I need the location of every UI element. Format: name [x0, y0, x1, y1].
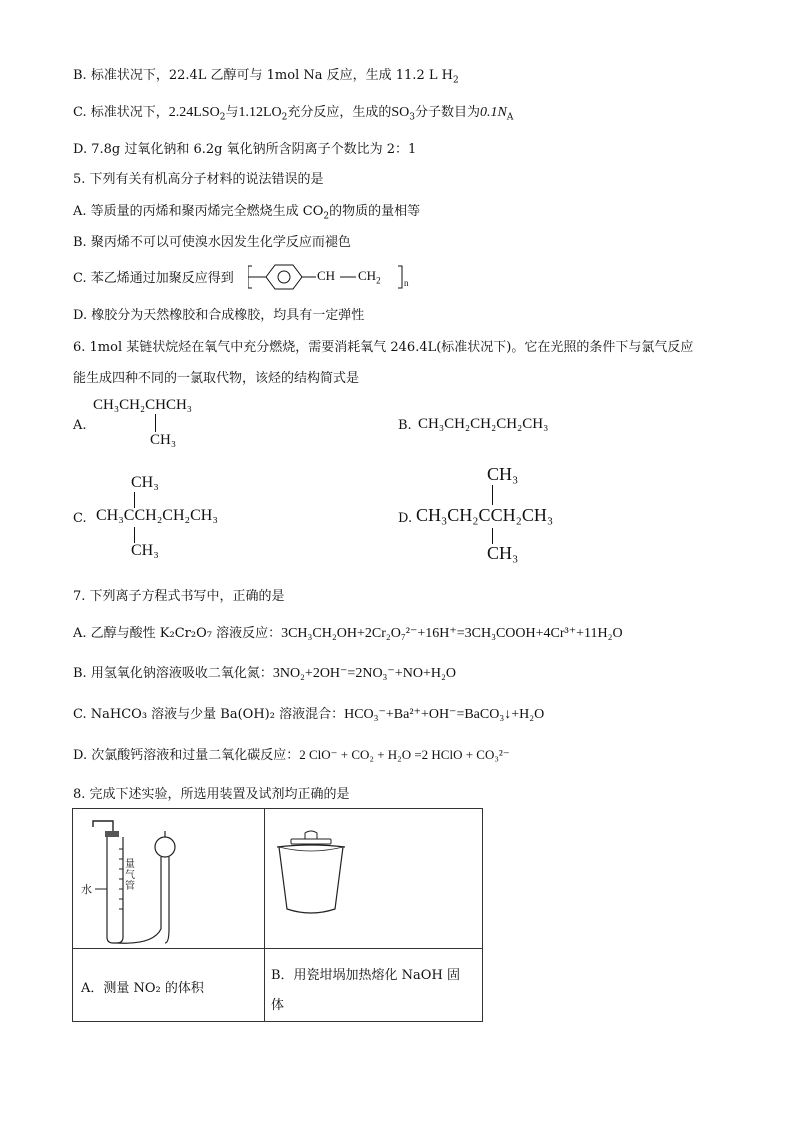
q4-c-mid: 与 — [225, 105, 239, 120]
experiment-table — [72, 808, 483, 1022]
q4-c-val: 0.1N — [480, 105, 507, 120]
crucible-icon — [265, 809, 482, 944]
polystyrene-ch: CH — [317, 268, 336, 283]
q6-a-main: CH₃CH₂CHCH₃ — [93, 397, 193, 413]
q7-a-eq: 3CH₃CH₂OH+2Cr₂O₇²⁻+16H⁺=3CH₃COOH+4Cr³⁺+11H₂O — [281, 626, 623, 641]
polystyrene-n: n — [404, 278, 409, 288]
q5-a-sub: 2 — [323, 211, 330, 222]
gas-burette-apparatus-icon — [73, 809, 264, 944]
q4-option-b-text: B. 标准状况下，22.4L 乙醇可与 1mol Na 反应，生成 11.2 L H — [73, 68, 453, 83]
q7-stem — [73, 588, 285, 606]
polystyrene-ch2 — [358, 268, 381, 286]
water-label: 水 — [81, 883, 92, 896]
q7-d-eq: 2 ClO⁻ + CO₂ + H₂O =2 HClO + CO₃²⁻ — [299, 747, 510, 762]
q6-d-top: CH₃ — [487, 464, 519, 484]
q8-stem-text: 8. 完成下述实验，所选用装置及试剂均正确的是 — [73, 787, 350, 802]
q8-stem — [73, 786, 350, 804]
polystyrene-structure — [248, 262, 418, 294]
q7-c-eq: HCO₃⁻+Ba²⁺+OH⁻=BaCO₃↓+H₂O — [344, 707, 545, 722]
q5-stem — [73, 171, 324, 189]
q6-d-main: CH₃CH₂CCH₂CH₃ — [416, 505, 554, 525]
q4-option-d-text: D. 7.8g 过氧化钠和 6.2g 氧化钠所含阴离子个数比为 2：1 — [73, 142, 417, 157]
q5-d-text: D. 橡胶分为天然橡胶和合成橡胶，均具有一定弹性 — [73, 308, 365, 323]
q4-c-a-sub: 2 — [219, 112, 226, 123]
q6-c-label: C. — [73, 511, 87, 526]
burette-label: 量气管 — [125, 859, 135, 892]
q4-c-b-sub: 2 — [281, 112, 288, 123]
q5-option-c — [73, 270, 234, 288]
q6-b-label: B. — [398, 418, 412, 433]
q4-c-mid2: 充分反应，生成的 — [287, 105, 392, 120]
option-b-caption-cell — [265, 949, 483, 1022]
q7-stem-text: 7. 下列离子方程式书写中，正确的是 — [73, 589, 285, 604]
q7-b-pre: B. 用氢氧化钠溶液吸收二氧化氮： — [73, 666, 273, 681]
q6-c-top: CH₃ — [131, 474, 159, 491]
q6-a-label: A. — [73, 418, 87, 433]
q6-d-bond-bottom — [492, 528, 493, 544]
q6-a-branch: CH₃ — [150, 432, 177, 448]
option-a-caption-cell — [73, 949, 265, 1022]
q5-option-b — [73, 234, 351, 252]
q6-c-bot: CH₃ — [131, 542, 159, 559]
gas-burette-image-cell — [73, 809, 265, 949]
q4-option-c — [73, 104, 513, 127]
option-b-caption-line1: B．用瓷坩埚加热熔化 NaOH 固 — [271, 968, 460, 983]
q6-c-bond-top — [134, 492, 135, 508]
q7-c-pre: C. NaHCO₃ 溶液与少量 Ba(OH)₂ 溶液混合： — [73, 707, 345, 722]
polystyrene-ch2-text: CH — [358, 268, 377, 283]
option-b-caption — [271, 961, 460, 1021]
q6-stem-line2 — [73, 370, 359, 388]
q6-c-main: CH₃CCH₂CH₂CH₃ — [96, 507, 218, 524]
q5-option-a — [73, 203, 420, 226]
q4-option-b — [73, 67, 459, 90]
q4-c-val-sub: A — [506, 112, 514, 123]
option-a-caption: A．测量 NO₂ 的体积 — [81, 981, 204, 996]
option-b-caption-line2: 体 — [271, 998, 285, 1013]
q6-a-bond — [155, 414, 156, 432]
q7-d-pre: D. 次氯酸钙溶液和过量二氧化碳反应： — [73, 748, 300, 763]
q7-a-pre: A. 乙醇与酸性 K₂Cr₂O₇ 溶液反应： — [73, 626, 282, 641]
polystyrene-ch2-sub: 2 — [376, 275, 381, 286]
q7-option-d — [73, 746, 510, 765]
q4-c-b: 1.12LO — [238, 105, 282, 120]
q4-c-a: 2.24LSO — [168, 105, 220, 120]
q4-c-c: SO — [391, 105, 410, 120]
q5-a-post: 的物质的量相等 — [329, 204, 421, 219]
q6-d-bot: CH₃ — [487, 543, 519, 563]
q4-option-d — [73, 141, 416, 159]
q4-c-end: 分子数目为 — [415, 105, 481, 120]
q4-option-b-sub: 2 — [452, 75, 459, 86]
q5-c-pre: C. 苯乙烯通过加聚反应得到 — [73, 271, 234, 286]
q5-a-pre: A. 等质量的丙烯和聚丙烯完全燃烧生成 CO — [73, 204, 324, 219]
q6-c-bond-bottom — [134, 527, 135, 543]
q6-d-bond-top — [492, 485, 493, 505]
q4-c-c-sub: 3 — [409, 112, 416, 123]
q5-option-d — [73, 307, 364, 325]
q7-option-b — [73, 665, 456, 683]
q7-option-a — [73, 625, 623, 643]
q6-b-main: CH₃CH₂CH₂CH₂CH₃ — [418, 416, 549, 432]
q5-b-text: B. 聚丙烯不可以可使溴水因发生化学反应而褪色 — [73, 235, 351, 250]
crucible-image-cell — [265, 809, 483, 949]
q5-stem-text: 5. 下列有关有机高分子材料的说法错误的是 — [73, 172, 324, 187]
q7-b-eq: 3NO₂+2OH⁻=2NO₃⁻+NO+H₂O — [272, 666, 456, 681]
q6-stem-line1 — [73, 339, 693, 357]
q6-stem2-text: 能生成四种不同的一氯取代物，该烃的结构简式是 — [73, 371, 360, 386]
q7-option-c — [73, 706, 544, 724]
q6-d-label: D. — [398, 511, 413, 526]
q6-stem1-text: 6. 1mol 某链状烷烃在氧气中充分燃烧，需要消耗氧气 246.4L(标准状况下)。它在光照的条件下与氯气反应 — [73, 340, 694, 355]
q4-c-pre: C. 标准状况下， — [73, 105, 169, 120]
